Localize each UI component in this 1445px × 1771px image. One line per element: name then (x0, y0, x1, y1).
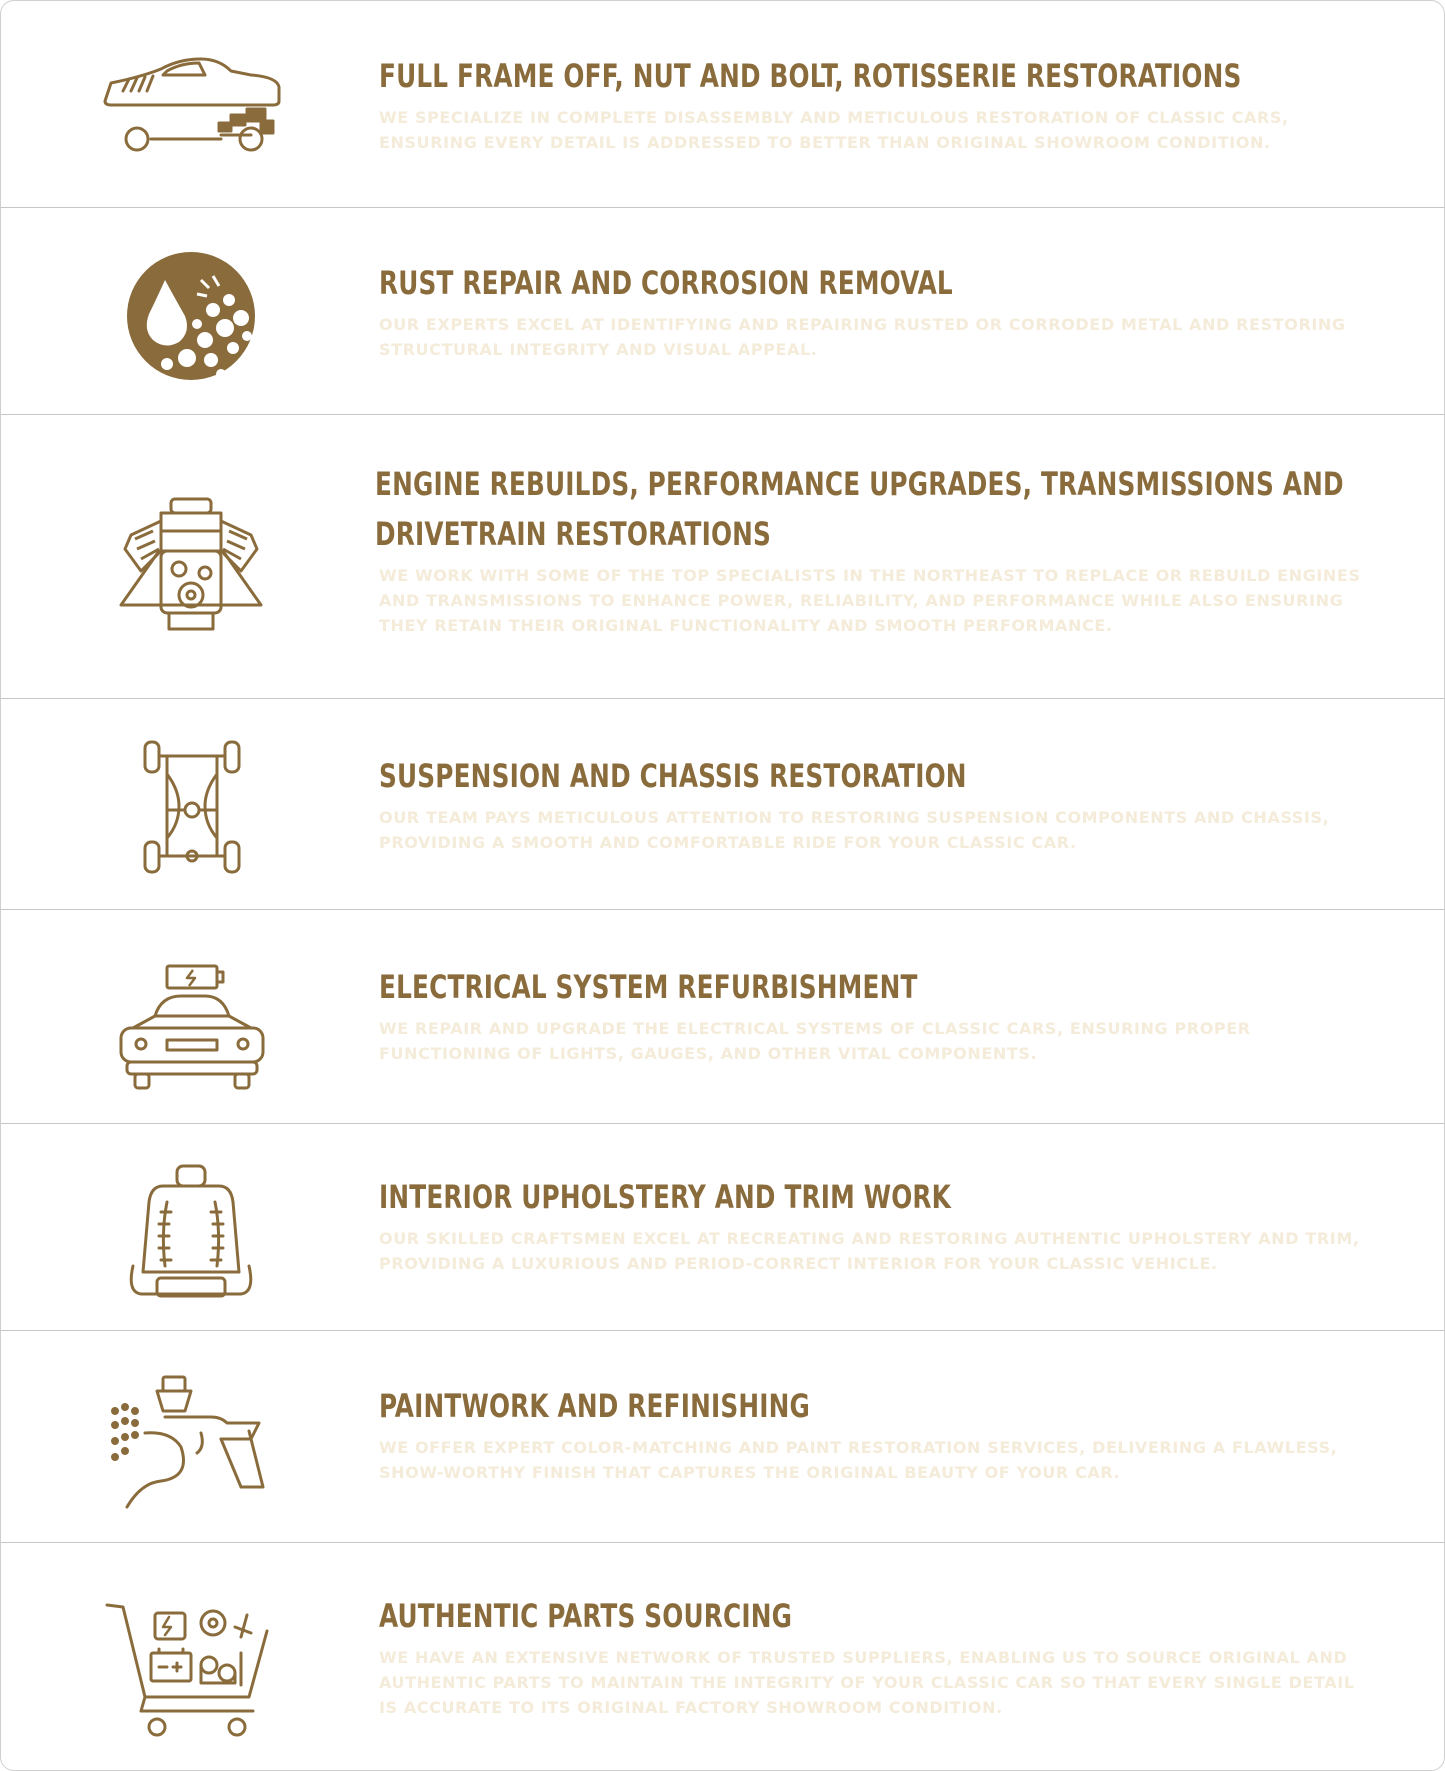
service-row-frame-off (1, 1, 1444, 208)
service-title: SUSPENSION AND CHASSIS RESTORATION (379, 757, 967, 795)
engine-icon (101, 491, 281, 641)
service-text (379, 1381, 1379, 1485)
service-row-engine (1, 415, 1444, 699)
service-title: PAINTWORK AND REFINISHING (379, 1387, 811, 1425)
service-title: ELECTRICAL SYSTEM REFURBISHMENT (379, 968, 918, 1006)
service-description: OUR SKILLED CRAFTSMEN EXCEL AT RECREATING AND RESTORING AUTHENTIC UPHOLSTERY AND TRIM, PROVIDING A LUXURIOUS AND PERIOD-CORRECT INTERIOR FOR YOUR CLASSIC VEHICLE. (379, 1229, 1360, 1273)
service-row-electrical (1, 910, 1444, 1124)
service-text (375, 459, 1375, 638)
service-description: WE WORK WITH SOME OF THE TOP SPECIALISTS IN THE NORTHEAST TO REPLACE OR REBUILD ENGINES AND TRANSMISSIONS TO ENHANCE POWER, RELIABILITY, AND PERFORMANCE WHILE ALSO ENSURING THEY RETAIN THEIR ORIGINAL FUNCTIONALITY AND SMOOTH PERFORMANCE. (379, 566, 1361, 635)
service-title: FULL FRAME OFF, NUT AND BOLT, ROTISSERIE RESTORATIONS (379, 57, 1242, 95)
service-text (379, 258, 1379, 362)
service-title: INTERIOR UPHOLSTERY AND TRIM WORK (379, 1178, 952, 1216)
car-frame-icon (101, 31, 281, 181)
service-text (379, 51, 1379, 155)
service-description: OUR EXPERTS EXCEL AT IDENTIFYING AND REPAIRING RUSTED OR CORRODED METAL AND RESTORING STRUCTURAL INTEGRITY AND VISUAL APPEAL. (379, 315, 1346, 359)
chassis-icon (101, 734, 281, 884)
service-text (379, 962, 1379, 1066)
service-title: ENGINE REBUILDS, PERFORMANCE UPGRADES, TRANSMISSIONS AND DRIVETRAIN RESTORATIONS (375, 465, 1344, 553)
rust-droplet-icon (101, 240, 281, 390)
service-row-parts (1, 1543, 1444, 1770)
service-description: OUR TEAM PAYS METICULOUS ATTENTION TO RESTORING SUSPENSION COMPONENTS AND CHASSIS, PROVIDING A SMOOTH AND COMFORTABLE RIDE FOR YOUR CLASSIC CAR. (379, 808, 1330, 852)
car-battery-icon (101, 956, 281, 1106)
service-title: RUST REPAIR AND CORROSION REMOVAL (379, 264, 953, 302)
service-text (379, 1172, 1379, 1276)
service-row-suspension (1, 699, 1444, 910)
service-description: WE OFFER EXPERT COLOR-MATCHING AND PAINT RESTORATION SERVICES, DELIVERING A FLAWLESS, SHOW-WORTHY FINISH THAT CAPTURES THE ORIGINAL BEAUTY OF YOUR CAR. (379, 1438, 1338, 1482)
service-description: WE REPAIR AND UPGRADE THE ELECTRICAL SYSTEMS OF CLASSIC CARS, ENSURING PROPER FUNCTIONING OF LIGHTS, GAUGES, AND OTHER VITAL COMPONENTS. (379, 1019, 1251, 1063)
service-text (379, 1591, 1379, 1720)
service-row-rust (1, 208, 1444, 415)
service-text (379, 751, 1379, 855)
car-seat-icon (101, 1162, 281, 1312)
service-row-interior (1, 1124, 1444, 1331)
service-title: AUTHENTIC PARTS SOURCING (379, 1597, 793, 1635)
spray-gun-icon (101, 1367, 281, 1517)
service-description: WE HAVE AN EXTENSIVE NETWORK OF TRUSTED SUPPLIERS, ENABLING US TO SOURCE ORIGINAL AND AUTHENTIC PARTS TO MAINTAIN THE INTEGRITY OF YOUR CLASSIC CAR SO THAT EVERY SINGLE DETAIL IS ACCURATE TO ITS ORIGINAL FACTORY SHOWROOM CONDITION. (379, 1648, 1355, 1717)
parts-cart-icon (101, 1593, 281, 1743)
service-description: WE SPECIALIZE IN COMPLETE DISASSEMBLY AND METICULOUS RESTORATION OF CLASSIC CARS, ENSURING EVERY DETAIL IS ADDRESSED TO BETTER THAN ORIGINAL SHOWROOM CONDITION. (379, 108, 1289, 152)
service-row-paint (1, 1331, 1444, 1543)
